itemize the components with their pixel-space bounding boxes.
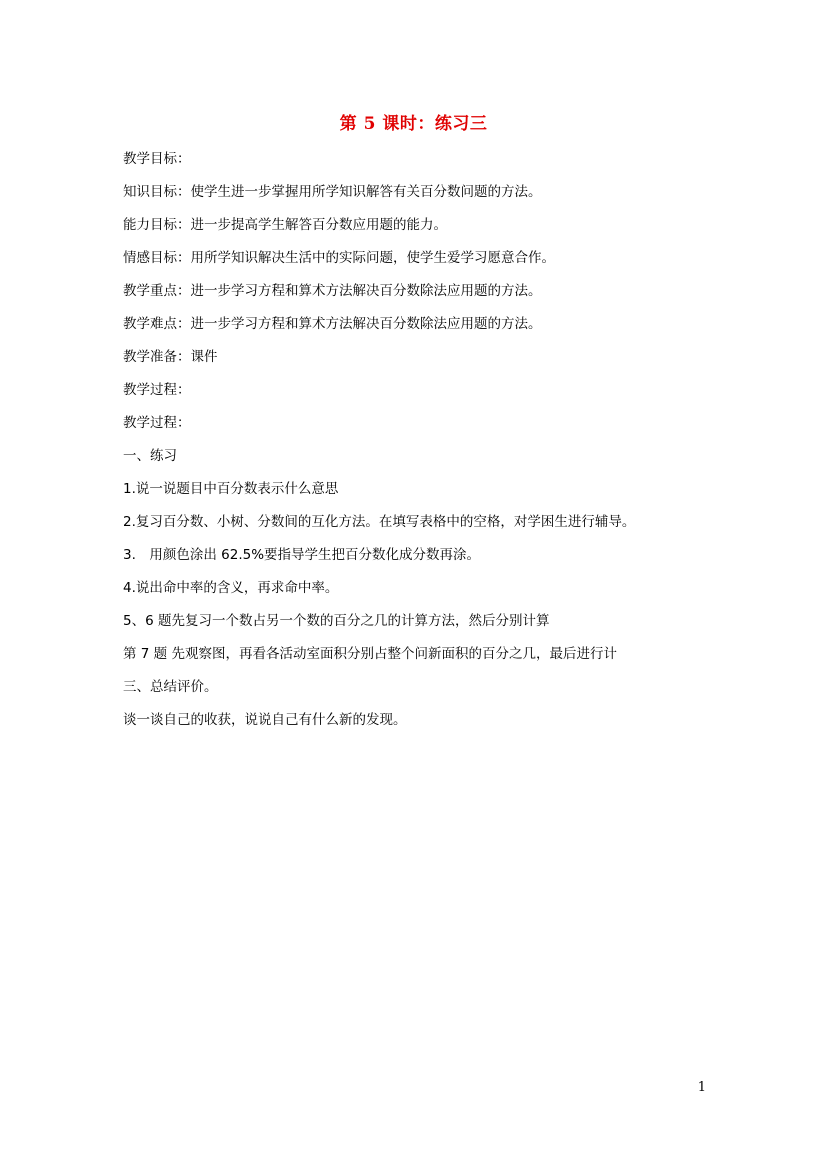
body-line: 三、总结评价。: [123, 679, 218, 695]
body-line: 4.说出命中率的含义，再求命中率。: [123, 580, 339, 596]
body-line: 教学过程：: [123, 382, 191, 398]
document-body: [123, 147, 723, 741]
body-line: 教学重点：进一步学习方程和算术方法解决百分数除法应用题的方法。: [123, 283, 542, 299]
body-line: 能力目标：进一步提高学生解答百分数应用题的能力。: [123, 217, 447, 233]
body-line: 第 7 题 先观察图，再看各活动室面积分别占整个问新面积的百分之几，最后进行计: [123, 646, 617, 662]
body-line: 2.复习百分数、小树、分数间的互化方法。在填写表格中的空格，对学困生进行辅导。: [123, 514, 636, 530]
body-line: 教学目标：: [123, 151, 191, 167]
document-title: 第 5 课时：练习三: [339, 114, 488, 134]
body-line: 教学过程：: [123, 415, 191, 431]
body-line: 1.说一说题目中百分数表示什么意思: [123, 481, 339, 497]
body-line: 教学准备：课件: [123, 349, 218, 365]
body-line: 谈一谈自己的收获，说说自己有什么新的发现。: [123, 712, 407, 728]
body-line: 3. 用颜色涂出 62.5%要指导学生把百分数化成分数再涂。: [123, 547, 481, 563]
body-line: 5、6 题先复习一个数占另一个数的百分之几的计算方法，然后分别计算: [123, 613, 550, 629]
page-number: 1: [697, 1080, 706, 1095]
body-line: 情感目标：用所学知识解决生活中的实际问题，使学生爱学习愿意合作。: [123, 250, 555, 266]
body-line: 教学难点：进一步学习方程和算术方法解决百分数除法应用题的方法。: [123, 316, 542, 332]
body-line: 一、练习: [123, 448, 177, 464]
body-line: 知识目标：使学生进一步掌握用所学知识解答有关百分数问题的方法。: [123, 184, 542, 200]
